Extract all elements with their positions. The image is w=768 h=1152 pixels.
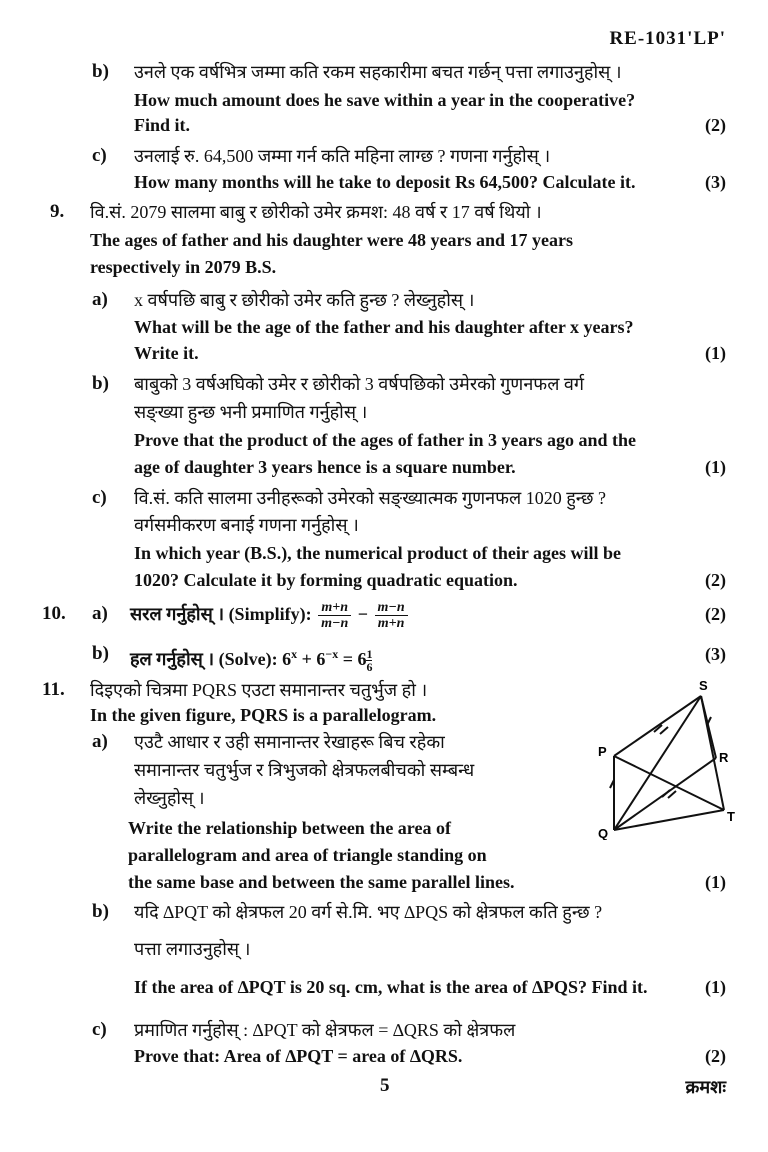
q11a-english-2: parallelogram and area of triangle standing on: [128, 845, 487, 865]
q10a-text: सरल गर्नुहोस् । (Simplify):: [130, 604, 312, 624]
label-s: S: [699, 678, 708, 693]
arrow-mark-3: [662, 790, 670, 797]
base-2: 6: [316, 649, 326, 669]
q8c-marks: (3): [705, 172, 726, 192]
plus-sign: +: [297, 649, 317, 669]
fraction-2: [375, 600, 408, 631]
mixed-numerator: 1: [366, 647, 373, 662]
continued-label: क्रमशः: [685, 1077, 726, 1097]
q11c-label: c): [92, 1019, 107, 1040]
q9a-nepali: x वर्षपछि बाबु र छोरीको उमेर कति हुन्छ ? लेख्नुहोस् ।: [134, 290, 475, 310]
q9b-marks: (1): [705, 457, 726, 477]
paper-code: RE-1031'LP': [609, 28, 726, 49]
q11b-label: b): [92, 901, 109, 922]
arrow-mark-2: [660, 727, 668, 734]
mixed-fraction: [366, 648, 372, 673]
q11a-english-3: the same base and between the same parallel lines.: [128, 872, 515, 892]
q9-nepali: वि.सं. 2079 सालमा बाबु र छोरीको उमेर क्रमश: 48 वर्ष र 17 वर्ष थियो ।: [90, 202, 542, 222]
q8b-marks: (2): [705, 115, 726, 135]
q8c-label: c): [92, 145, 107, 166]
fraction-2-numerator: m−n: [375, 600, 408, 616]
q9b-english-1: Prove that the product of the ages of father in 3 years ago and the: [134, 430, 636, 450]
parallelogram-figure: [588, 670, 740, 840]
q9-english-1: The ages of father and his daughter were 48 years and 17 years: [90, 230, 573, 250]
fraction-2-denominator: m+n: [377, 616, 405, 632]
q11c-marks: (2): [705, 1046, 726, 1066]
q8b-label: b): [92, 61, 109, 82]
q11b-nepali-1: यदि ∆PQT को क्षेत्रफल 20 वर्ग से.मि. भए ∆PQS को क्षेत्रफल कति हुन्छ ?: [134, 902, 603, 922]
exponent-2: −x: [325, 647, 339, 661]
q11-nepali: दिइएको चित्रमा PQRS एउटा समानान्तर चतुर्भुज हो ।: [90, 680, 428, 700]
q11c-english: Prove that: Area of ∆PQT = area of ∆QRS.: [134, 1046, 463, 1066]
label-p: P: [598, 744, 607, 759]
q9c-english-2: 1020? Calculate it by forming quadratic equation.: [134, 570, 518, 590]
q8c-nepali: उनलाई रु. 64,500 जम्मा गर्न कति महिना लाग्छ ? गणना गर्नुहोस् ।: [134, 146, 551, 166]
q8b-english: How much amount does he save within a year in the cooperative?: [134, 90, 636, 110]
q9c-nepali-2: वर्गसमीकरण बनाई गणना गर्नुहोस् ।: [134, 515, 359, 535]
q10b-marks: (3): [705, 644, 726, 664]
q8b-english-2: Find it.: [134, 115, 191, 135]
q9a-english-2: Write it.: [134, 343, 199, 363]
q9-english-2: respectively in 2079 B.S.: [90, 257, 277, 277]
q11b-nepali-2: पत्ता लगाउनुहोस् ।: [134, 939, 251, 959]
label-r: R: [719, 750, 729, 765]
q10b-text: हल गर्नुहोस् । (Solve):: [130, 649, 278, 669]
q9b-nepali-2: सङ्ख्या हुन्छ भनी प्रमाणित गर्नुहोस् ।: [134, 402, 368, 422]
q9b-label: b): [92, 373, 109, 394]
q10a-expression: [130, 596, 410, 632]
page-number: 5: [380, 1075, 390, 1096]
q11b-english: If the area of ∆PQT is 20 sq. cm, what is the area of ∆PQS? Find it.: [134, 977, 648, 997]
q9b-nepali-1: बाबुको 3 वर्षअघिको उमेर र छोरीको 3 वर्षपछिको उमेरको गुणनफल वर्ग: [134, 374, 585, 394]
line-qt: [614, 810, 724, 830]
q10b-label: b): [92, 643, 109, 664]
q11a-nepali-2: समानान्तर चतुर्भुज र त्रिभुजको क्षेत्रफलबीचको सम्बन्ध: [134, 760, 475, 780]
exponent-1: x: [291, 647, 298, 661]
label-q: Q: [598, 826, 609, 840]
q9b-english-2: age of daughter 3 years hence is a square number.: [134, 457, 516, 477]
q9c-english-1: In which year (B.S.), the numerical product of their ages will be: [134, 543, 621, 563]
q9c-marks: (2): [705, 570, 726, 590]
q10a-label: a): [92, 603, 108, 624]
q11a-marks: (1): [705, 872, 726, 892]
q11-number: 11.: [42, 679, 65, 700]
q9c-nepali-1: वि.सं. कति सालमा उनीहरूको उमेरको सङ्ख्यात्मक गुणनफल 1020 हुन्छ ?: [134, 488, 607, 508]
q10-number: 10.: [42, 603, 66, 624]
q8c-english: How many months will he take to deposit Rs 64,500? Calculate it.: [134, 172, 636, 192]
q11a-label: a): [92, 731, 108, 752]
q11a-english-1: Write the relationship between the area of: [128, 818, 451, 838]
base-1: 6: [282, 649, 292, 669]
fraction-1-numerator: m+n: [318, 600, 351, 616]
q9a-english: What will be the age of the father and his daughter after x years?: [134, 317, 634, 337]
q9a-marks: (1): [705, 343, 726, 363]
q11a-nepali-3: लेख्नुहोस् ।: [134, 788, 205, 808]
q11b-marks: (1): [705, 977, 726, 997]
q11-english: In the given figure, PQRS is a parallelogram.: [90, 705, 437, 725]
q9c-label: c): [92, 487, 107, 508]
q10a-marks: (2): [705, 604, 726, 624]
fraction-1-denominator: m−n: [321, 616, 349, 632]
fraction-1: [318, 600, 351, 631]
q11c-nepali: प्रमाणित गर्नुहोस् : ∆PQT को क्षेत्रफल = ∆QRS को क्षेत्रफल: [134, 1020, 516, 1040]
q8b-nepali: उनले एक वर्षभित्र जम्मा कति रकम सहकारीमा बचत गर्छन् पत्ता लगाउनुहोस् ।: [134, 62, 622, 82]
label-t: T: [727, 809, 735, 824]
side-sp: [614, 696, 701, 756]
equals-value: = 6: [338, 649, 367, 669]
q11a-nepali-1: एउटै आधार र उही समानान्तर रेखाहरू बिच रहेका: [134, 732, 445, 752]
q10b-expression: [130, 636, 373, 675]
minus-sign: −: [357, 604, 369, 624]
q9a-label: a): [92, 289, 108, 310]
q9-number: 9.: [50, 201, 65, 222]
mixed-denominator: 6: [366, 660, 373, 675]
